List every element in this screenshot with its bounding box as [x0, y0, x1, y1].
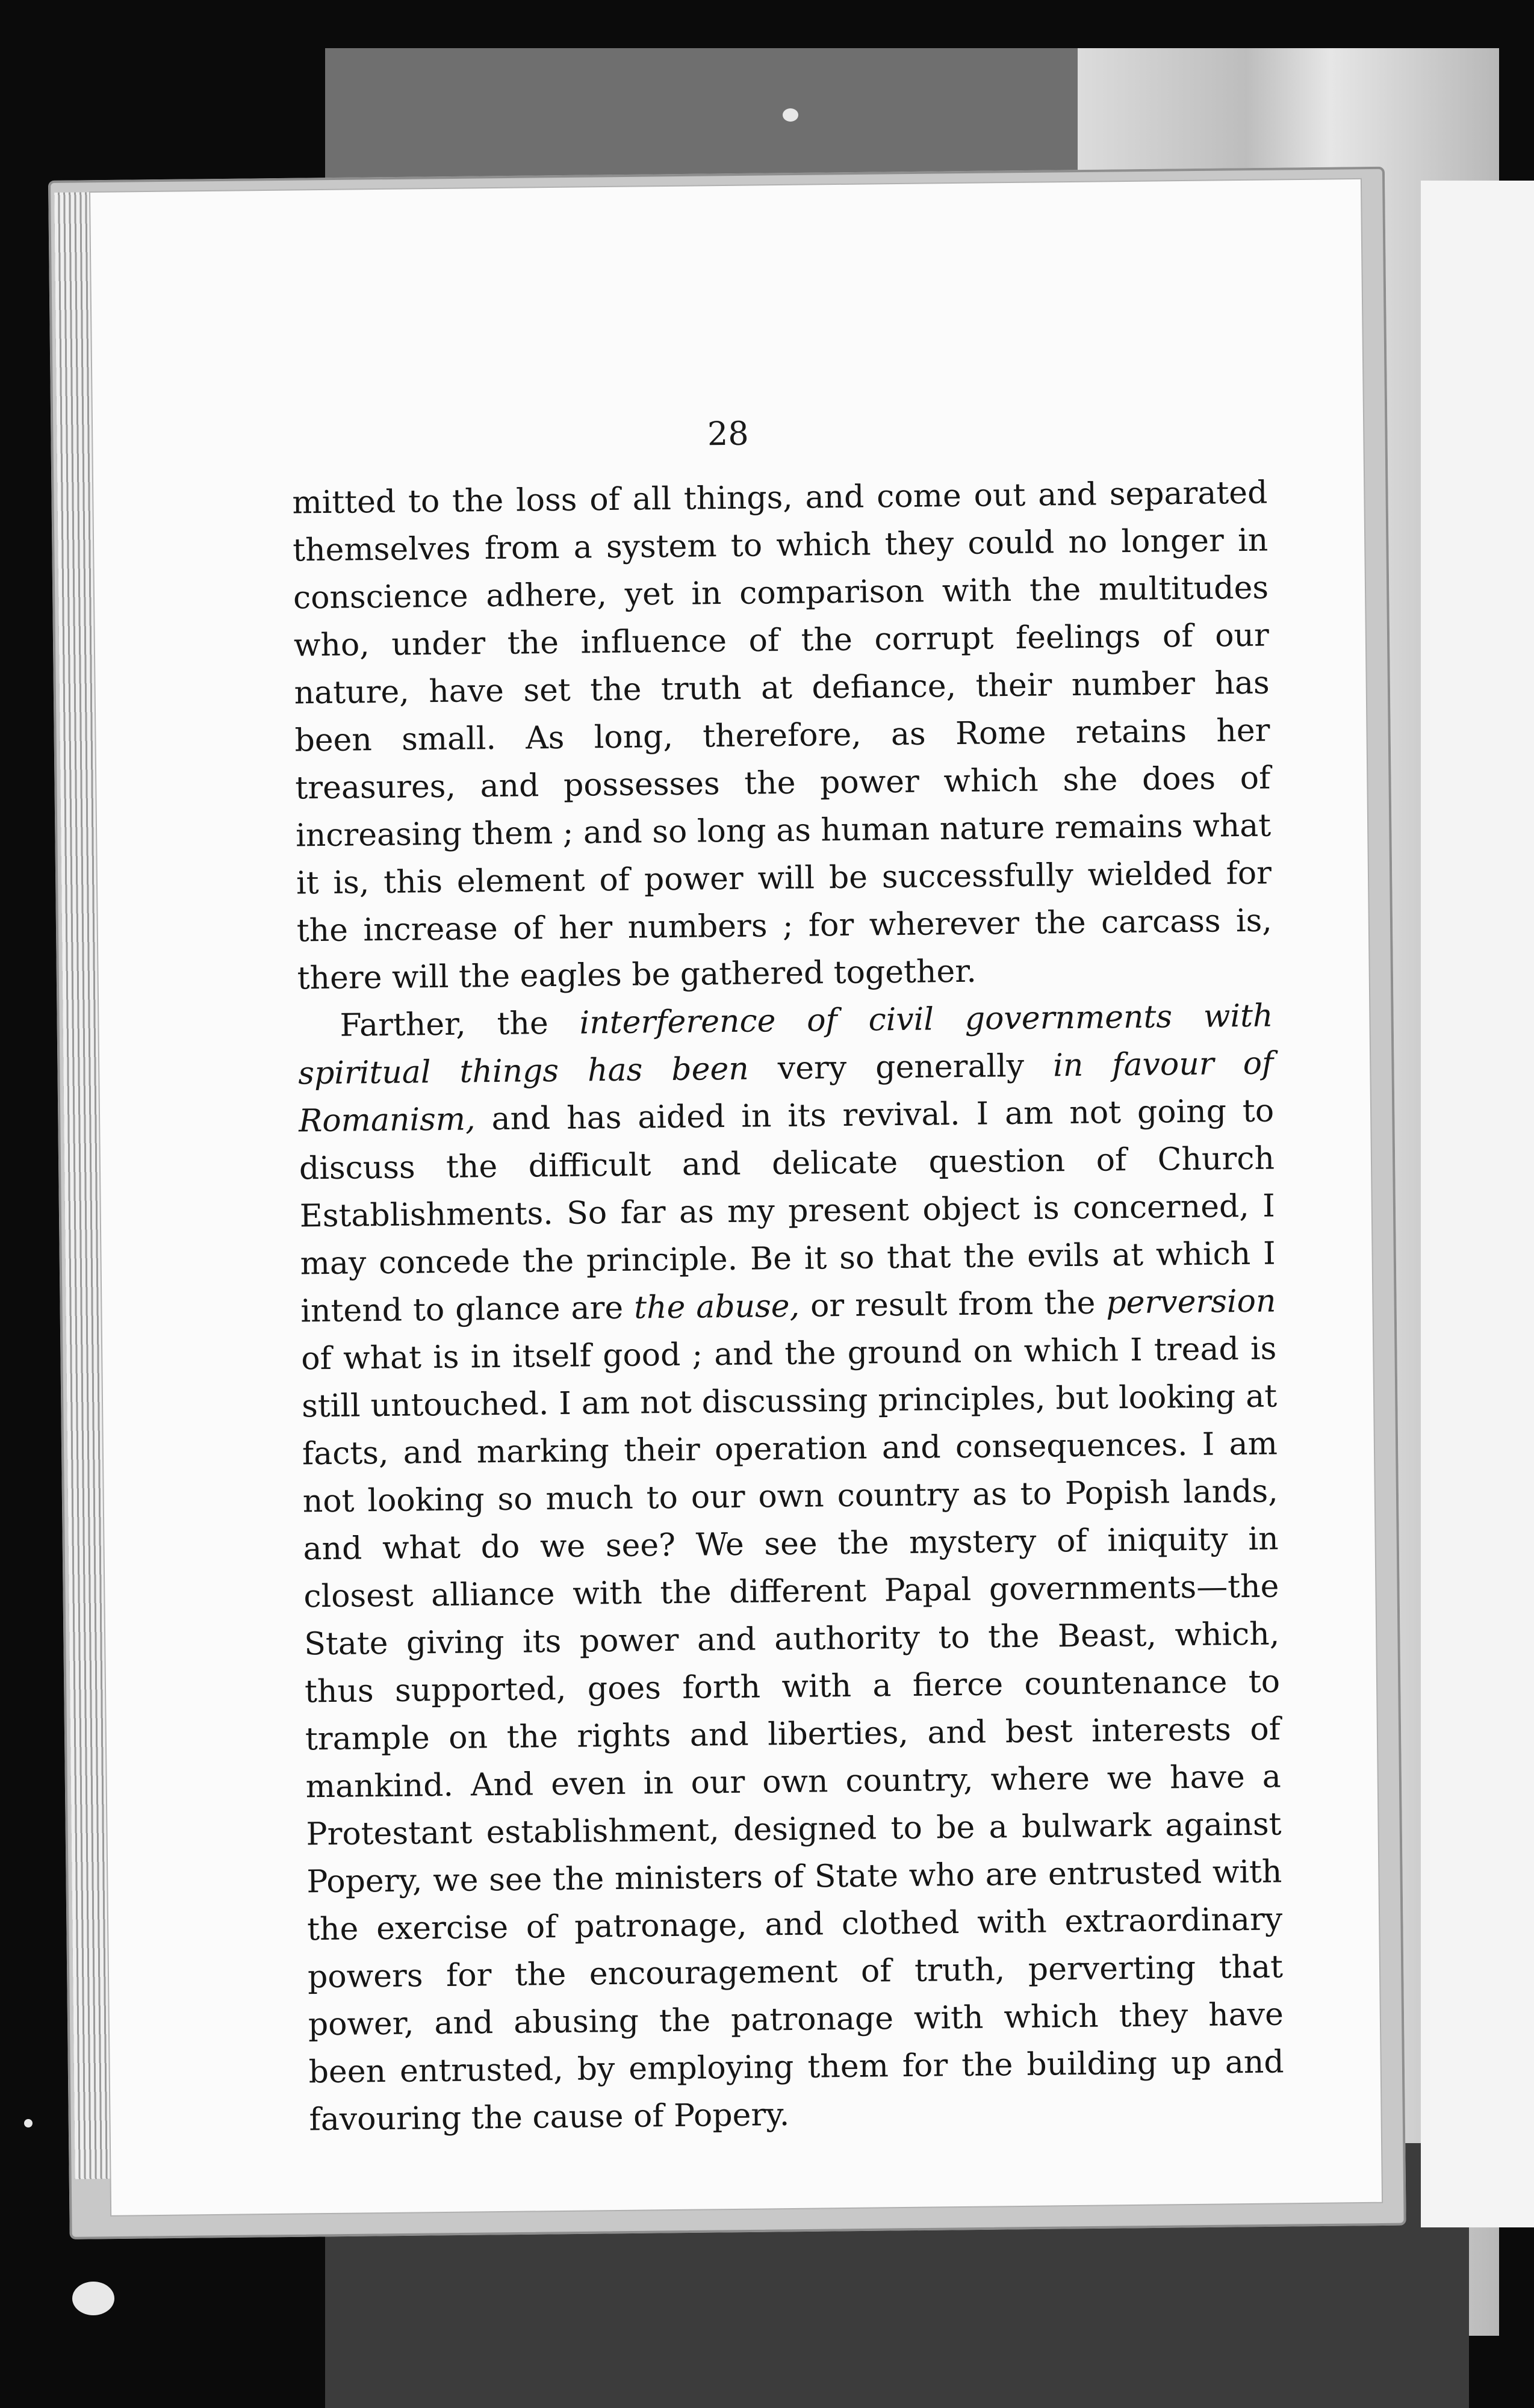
paragraph-1-text: mitted to the loss of all things, and come out and separated themselves from a system to which they could no longer in conscience adhere, yet in comparison with the multitudes who, under the influence of the corrupt feelings of our nature, have set the truth at defiance, their number has been small. As long, therefore, as Rome retains her treasures, and possesses the power which she does of increasing them ; and so long as human nature remains what it is, this element of power will be successfully wielded for the increase of her numbers ; for wherever the carcass is, there will the eagles be gathered together.: [292, 474, 1273, 997]
paragraph-2-italic: in favour of Romanism,: [298, 1045, 1274, 1140]
paragraph-2-italic: perversion: [1106, 1283, 1276, 1321]
paragraph-2-text: Farther, the: [340, 1005, 580, 1044]
paragraph-2-text: very generally: [748, 1047, 1054, 1087]
page-number: 28: [707, 414, 749, 453]
paragraph-2-italic: the abuse,: [633, 1288, 800, 1326]
paragraph-2-italic: interference of civil governments with spiritual things has been: [298, 998, 1273, 1092]
paragraph-1: [292, 470, 1273, 1003]
paragraph-2-text: and has aided in its revival. I am not going to discuss the difficult and delicate question of Church Establishments. So far as my present object is concerned, I may concede the principle. Be it so that the evils at which I intend to glance are: [299, 1093, 1276, 1330]
body-text: [292, 470, 1285, 2144]
film-speck: [24, 2119, 33, 2127]
paragraph-2: [297, 993, 1285, 2144]
film-speck: [783, 108, 798, 122]
book-page: [90, 179, 1382, 2215]
paragraph-2-text: of what is in itself good ; and the ground on which I tread is still untouched. I am not discussing principles, but looking at facts, and marking their operation and consequences. I am not looking so much to our own country as to Popish lands, and what do we see? We see the mystery of iniquity in closest alliance with the different Papal governments—the State giving its power and authority to the Beast, which, thus supported, goes forth with a fierce countenance to trample on the rights and liberties, and best interests of mankind. And even in our own country, where we have a Protestant establishment, designed to be a bulwark against Popery, we see the ministers of State who are entrusted with the exercise of patronage, and clothed with extraordinary powers for the encouragement of truth, perverting that power, and abusing the patronage with which they have been entrusted, by employing them for the building up and favouring the cause of Popery.: [300, 1330, 1284, 2138]
paragraph-2-text: or result from the: [799, 1285, 1107, 1324]
facing-page-edge: [1421, 181, 1534, 2227]
film-speck: [72, 2282, 114, 2315]
